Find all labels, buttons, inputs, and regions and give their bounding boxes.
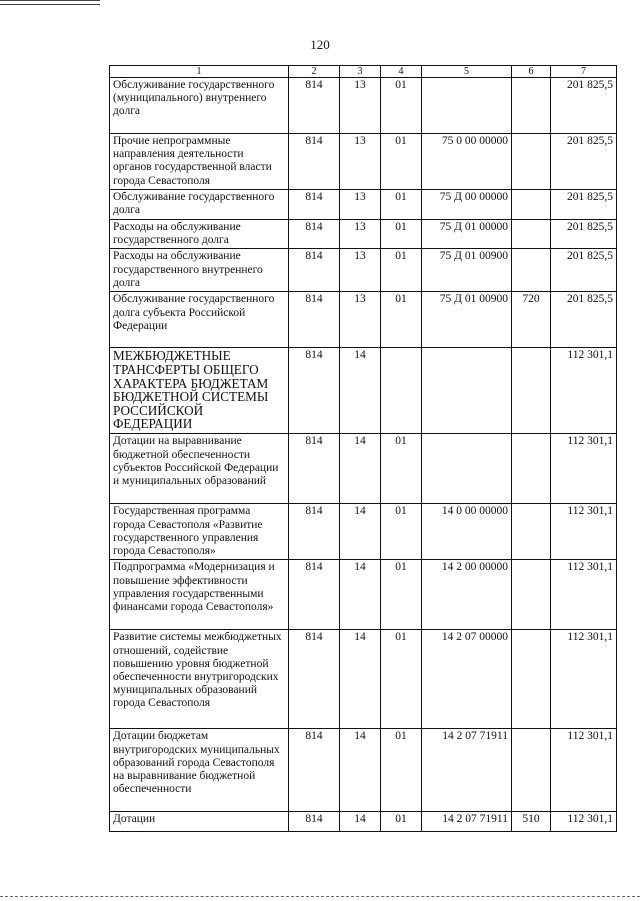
row-section-code: 14	[340, 348, 381, 434]
row-section-code: 14	[340, 560, 381, 630]
row-target-code: 75 Д 01 00900	[422, 292, 512, 348]
row-expense-type	[512, 729, 551, 812]
table-header-row	[110, 66, 617, 78]
row-target-code: 14 2 07 71911	[422, 729, 512, 812]
page-number: 120	[310, 37, 330, 52]
row-amount: 201 825,5	[551, 134, 617, 190]
row-name: МЕЖБЮДЖЕТНЫЕ ТРАНСФЕРТЫ ОБЩЕГО ХАРАКТЕРА БЮДЖЕТАМ БЮДЖЕТНОЙ СИСТЕМЫ РОССИЙСКОЙ ФЕДЕРАЦИИ	[110, 348, 289, 434]
row-amount: 112 301,1	[551, 560, 617, 630]
row-subsection-code: 01	[381, 220, 422, 249]
row-section-code: 14	[340, 504, 381, 560]
row-section-code: 14	[340, 630, 381, 729]
row-ministry-code: 814	[289, 630, 340, 729]
row-section-code: 13	[340, 134, 381, 190]
row-subsection-code: 01	[381, 630, 422, 729]
table-row	[110, 348, 617, 434]
table-row	[110, 134, 617, 190]
row-expense-type	[512, 348, 551, 434]
row-subsection-code: 01	[381, 729, 422, 812]
row-subsection-code: 01	[381, 190, 422, 220]
row-amount: 112 301,1	[551, 630, 617, 729]
row-ministry-code: 814	[289, 220, 340, 249]
row-expense-type	[512, 190, 551, 220]
header-col-4: 4	[381, 66, 422, 78]
row-name: Дотации на выравнивание бюджетной обеспеченности субъектов Российской Федерации и муниципальных образований	[110, 434, 289, 504]
scan-border-bottom	[0, 896, 640, 897]
row-target-code	[422, 348, 512, 434]
row-name: Расходы на обслуживание государственного внутреннего долга	[110, 249, 289, 292]
row-amount: 112 301,1	[551, 729, 617, 812]
row-target-code: 14 2 07 00000	[422, 630, 512, 729]
row-target-code: 75 Д 01 00000	[422, 220, 512, 249]
row-name: Обслуживание государственного долга	[110, 190, 289, 220]
row-subsection-code: 01	[381, 434, 422, 504]
row-name: Дотации	[110, 812, 289, 832]
row-section-code: 14	[340, 812, 381, 832]
row-ministry-code: 814	[289, 504, 340, 560]
scan-border-top	[0, 0, 100, 5]
row-subsection-code: 01	[381, 78, 422, 134]
row-ministry-code: 814	[289, 134, 340, 190]
header-col-2: 2	[289, 66, 340, 78]
table-row	[110, 434, 617, 504]
row-expense-type	[512, 249, 551, 292]
row-name: Государственная программа города Севастополя «Развитие государственного управления города Севастополя»	[110, 504, 289, 560]
row-section-code: 13	[340, 78, 381, 134]
header-col-7: 7	[551, 66, 617, 78]
row-section-code: 14	[340, 729, 381, 812]
row-subsection-code: 01	[381, 292, 422, 348]
table-row	[110, 292, 617, 348]
budget-table	[109, 65, 617, 832]
table-row	[110, 812, 617, 832]
row-expense-type	[512, 78, 551, 134]
table-row	[110, 78, 617, 134]
row-expense-type: 510	[512, 812, 551, 832]
row-name: Обслуживание государственного (муниципального) внутреннего долга	[110, 78, 289, 134]
row-ministry-code: 814	[289, 434, 340, 504]
table-row	[110, 190, 617, 220]
header-col-1: 1	[110, 66, 289, 78]
row-ministry-code: 814	[289, 78, 340, 134]
row-name: Обслуживание государственного долга субъекта Российской Федерации	[110, 292, 289, 348]
row-expense-type	[512, 220, 551, 249]
row-expense-type	[512, 504, 551, 560]
row-amount: 201 825,5	[551, 292, 617, 348]
row-section-code: 13	[340, 190, 381, 220]
row-expense-type	[512, 434, 551, 504]
row-target-code	[422, 434, 512, 504]
header-col-6: 6	[512, 66, 551, 78]
row-amount: 112 301,1	[551, 812, 617, 832]
row-ministry-code: 814	[289, 729, 340, 812]
row-amount: 201 825,5	[551, 220, 617, 249]
header-col-3: 3	[340, 66, 381, 78]
table-row	[110, 729, 617, 812]
row-subsection-code: 01	[381, 560, 422, 630]
row-target-code: 75 Д 01 00900	[422, 249, 512, 292]
table-row	[110, 220, 617, 249]
row-expense-type: 720	[512, 292, 551, 348]
row-section-code: 13	[340, 220, 381, 249]
table-row	[110, 504, 617, 560]
row-expense-type	[512, 630, 551, 729]
row-ministry-code: 814	[289, 249, 340, 292]
row-amount: 112 301,1	[551, 504, 617, 560]
row-target-code	[422, 78, 512, 134]
row-name: Дотации бюджетам внутригородских муниципальных образований города Севастополя на выравнивание бюджетной обеспеченности	[110, 729, 289, 812]
row-target-code: 75 0 00 00000	[422, 134, 512, 190]
row-expense-type	[512, 134, 551, 190]
table-row	[110, 560, 617, 630]
table-row	[110, 249, 617, 292]
row-ministry-code: 814	[289, 292, 340, 348]
row-section-code: 13	[340, 292, 381, 348]
row-subsection-code	[381, 348, 422, 434]
row-target-code: 14 2 00 00000	[422, 560, 512, 630]
row-subsection-code: 01	[381, 249, 422, 292]
row-ministry-code: 814	[289, 812, 340, 832]
row-amount: 201 825,5	[551, 78, 617, 134]
row-amount: 112 301,1	[551, 348, 617, 434]
row-ministry-code: 814	[289, 348, 340, 434]
row-target-code: 14 0 00 00000	[422, 504, 512, 560]
row-amount: 201 825,5	[551, 190, 617, 220]
row-target-code: 14 2 07 71911	[422, 812, 512, 832]
row-section-code: 14	[340, 434, 381, 504]
row-amount: 201 825,5	[551, 249, 617, 292]
row-name: Расходы на обслуживание государственного долга	[110, 220, 289, 249]
row-target-code: 75 Д 00 00000	[422, 190, 512, 220]
row-amount: 112 301,1	[551, 434, 617, 504]
header-col-5: 5	[422, 66, 512, 78]
row-expense-type	[512, 560, 551, 630]
row-ministry-code: 814	[289, 190, 340, 220]
row-name: Развитие системы межбюджетных отношений, содействие повышению уровня бюджетной обеспеченности внутригородских муниципальных образований города Севастополя	[110, 630, 289, 729]
row-name: Прочие непрограммные направления деятельности органов государственной власти города Севастополя	[110, 134, 289, 190]
row-name: Подпрограмма «Модернизация и повышение эффективности управления государственными финансами города Севастополя»	[110, 560, 289, 630]
row-ministry-code: 814	[289, 560, 340, 630]
row-section-code: 13	[340, 249, 381, 292]
row-subsection-code: 01	[381, 134, 422, 190]
table-row	[110, 630, 617, 729]
row-subsection-code: 01	[381, 812, 422, 832]
row-subsection-code: 01	[381, 504, 422, 560]
